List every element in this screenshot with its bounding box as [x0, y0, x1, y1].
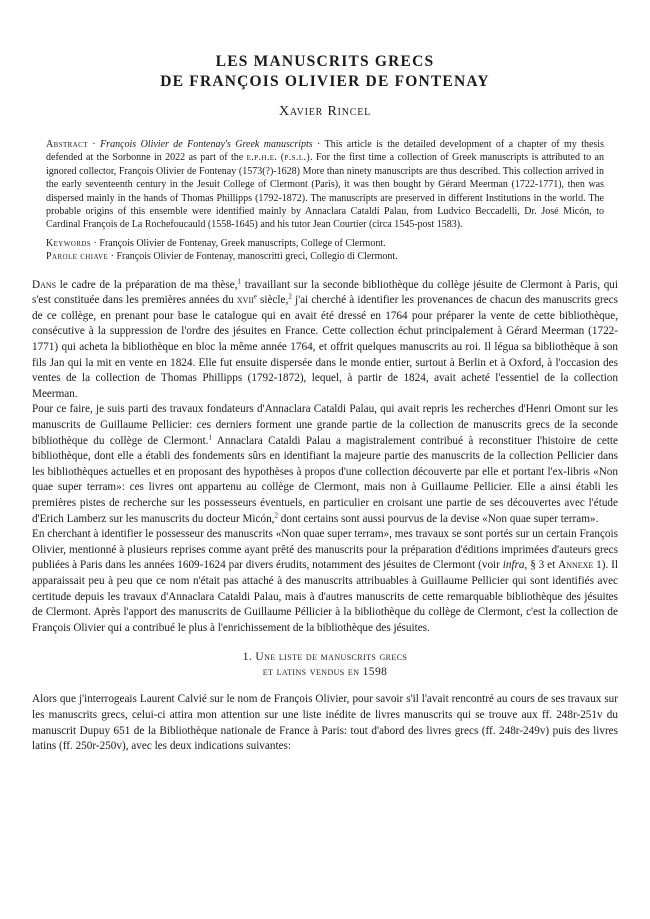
article-body [32, 278, 618, 637]
p3-infra: infra [502, 559, 525, 572]
parole-chiave-text: · François Olivier de Fontenay, manoscritti greci, Collegio di Clermont. [108, 251, 398, 263]
paragraph-4: Alors que j'interrogeais Laurent Calvié sur le nom de François Olivier, pour savoir s'il l'avait rencontré au cours de ses travaux sur les manuscrits grecs, celui-ci attira mon attention sur une liste inédite de livres manuscrits qui se trouve aux ff. 248r-251v du manuscrit Dupuy 651 de la Bibliothèque nationale de France à Paris: tout d'abord des livres grecs (ff. 248r-249v) puis des livres latins (ff. 250r-250v), avec les deux indications suivantes: [32, 693, 618, 753]
p1-text-b: travaillant sur la seconde bibliothèque du collège jésuite de Clermont à Paris, qui s'est constituée dans les premières années du [32, 278, 619, 307]
p3-annexe: Annexe [558, 559, 594, 572]
section-heading-line-2: et latins vendus en 1598 [262, 666, 388, 679]
footnote-ref: 1 [208, 432, 213, 441]
century-numeral: xvii [236, 294, 254, 307]
abstract-label: Abstract [46, 139, 88, 150]
p1-text-c: siècle, [256, 294, 289, 307]
abstract-text-a: · This article is the detailed development of a chapter of my thesis defended at the Sorbonne in 2022 as part of the [46, 139, 604, 164]
abstract-psl: (p.s.l.) [280, 152, 311, 164]
p2-text-b: Annaclara Cataldi Palau a magistralement contribué à reconstituer l'histoire de cette bibliothèque, dont elle a établi des fondements sûrs en identifiant la majeure partie des manuscrits de la collection Pellicier dans les bibliothèques actuelles et en proposant des hypothèses à propos d'une collection découverte par elle et portant l'ex-libris «Non quae super terram»: ces livres ont appartenu au collège de Clermont, mais non à Guillaume Pellicier. Elle a ainsi établi les premières pistes de recherche sur les possesseurs éventuels, en particulier en croisant une partie de ses découvertes avec l'étude d'Erich Lamberz sur les manuscrits du docteur Micón, [32, 434, 619, 525]
footnote-ref: 2 [288, 292, 292, 301]
section-heading [32, 650, 618, 680]
abstract [46, 138, 604, 232]
p3-text-c: 1). Il apparaissait peu à peu que ce nom n'était pas attaché à des manuscrits attribuables à Guillaume Pellicier qui sont identifiés avec certitude depuis les travaux d'Annaclara Cataldi Palau, mais à d'autres manuscrits de cette remarquable bibliothèque des jésuites de Clermont. Après l'apport des manuscrits de Guillaume Péllicier à la bibliothèque du collège de Clermont, c'est la collection de François Olivier qui a contribué le plus à l'enrichissement de la bibliothèque des jésuites. [32, 559, 619, 634]
p1-text-d: j'ai cherché à identifier les provenances de chacun des manuscrits grecs de ce collège, en prenant pour base le catalogue qui en avait été dressé en 1764 pour préparer la vente de cette bibliothèque, consécutive à la suppression de l'ordre des jésuites en France. Cette collection échut principalement à Gérard Meerman (1722-1771) qui acheta la bibliothèque en bloc la même année 1764, et offrit quelques manuscrits au roi. Il légua sa bibliothèque à son fils Jan qui la mit en vente en 1824. Elle fut ensuite dispersée dans le monde entier, surtout à Berlin et à Oxford, à l'occasion des ventes de la collection de Thomas Phillipps (1792-1872), lequel, à partir de 1824, avait acheté l'essentiel de la collection Meerman. [32, 294, 618, 400]
keywords-text: · François Olivier de Fontenay, Greek manuscripts, College of Clermont. [91, 237, 386, 249]
abstract-sep: · [87, 139, 101, 150]
article-title [32, 52, 618, 92]
dropcap-word: Dans [32, 278, 57, 291]
abstract-text-c: . For the first time a collection of Greek manuscripts is attributed to an ignored collector, François Olivier de Fontenay (1573(?)-1628) More than ninety manuscripts are thus described. This collection arrived in the early seventeenth century in the Jesuit College of Clermont (Paris), it was then bought by Gérard Meerman (1722-1771), then was dispersed mainly in the hands of Thomas Phillipps (1792-1872). The manuscripts are preserved in different Institutions in the world. The probable origins of this ensemble were identified mainly by Annaclara Cataldi Palau, from Ludvico Beccadelli, Dr. José Micón, to Cardinal François de La Rochefoucauld (1558-1645) and his tutor Jean Courtier (circa 1545-post 1583). [46, 152, 604, 231]
p1-text-a: le cadre de la préparation de ma thèse, [56, 278, 238, 291]
author-name: Xavier Rincel [278, 104, 372, 119]
title-line-2: DE FRANÇOIS OLIVIER DE FONTENAY [160, 73, 490, 90]
abstract-italic-title: François Olivier de Fontenay's Greek manuscripts [100, 139, 313, 150]
century-sup: e [253, 292, 257, 301]
parole-chiave-label: Parole chiave [46, 251, 109, 263]
paragraph-1 [32, 278, 618, 403]
paragraph-3 [32, 527, 618, 636]
footnote-ref: 2 [274, 510, 278, 519]
keywords-block [46, 237, 604, 264]
section-heading-line-1: 1. Une liste de manuscrits grecs [242, 651, 408, 664]
parole-chiave-line [46, 250, 604, 263]
p3-text-a: En cherchant à identifier le possesseur des manuscrits «Non quae super terram», mes travaux se sont portés sur un certain François Olivier, mentionné à plusieurs reprises comme ayant prêté des manuscrits pour la préparation d'éditions imprimées d'auteurs grecs publiées à Paris dans les années 1609-1624 par divers érudits, notamment des jésuites de Clermont (voir [32, 528, 618, 572]
abstract-ephe: e.p.h.e. [246, 152, 278, 164]
p2-text-a: Pour ce faire, je suis parti des travaux fondateurs d'Annaclara Cataldi Palau, qui avait repris les recherches d'Henri Omont sur les manuscrits de Guillaume Pellicier: ces derniers forment une grande partie de la collection de manuscrits grecs de la seconde bibliothèque du collège de Clermont. [32, 403, 618, 447]
article-body-continued [32, 692, 618, 754]
footnote-ref: 1 [237, 276, 242, 285]
paragraph-2 [32, 402, 618, 527]
p3-text-b: , § 3 et [524, 559, 559, 572]
keywords-line [46, 237, 604, 250]
p2-text-c: dont certains sont aussi pourvus de la devise «Non quae super terram». [277, 512, 599, 525]
keywords-label: Keywords [46, 237, 92, 249]
title-line-1: LES MANUSCRITS GRECS [215, 53, 435, 70]
